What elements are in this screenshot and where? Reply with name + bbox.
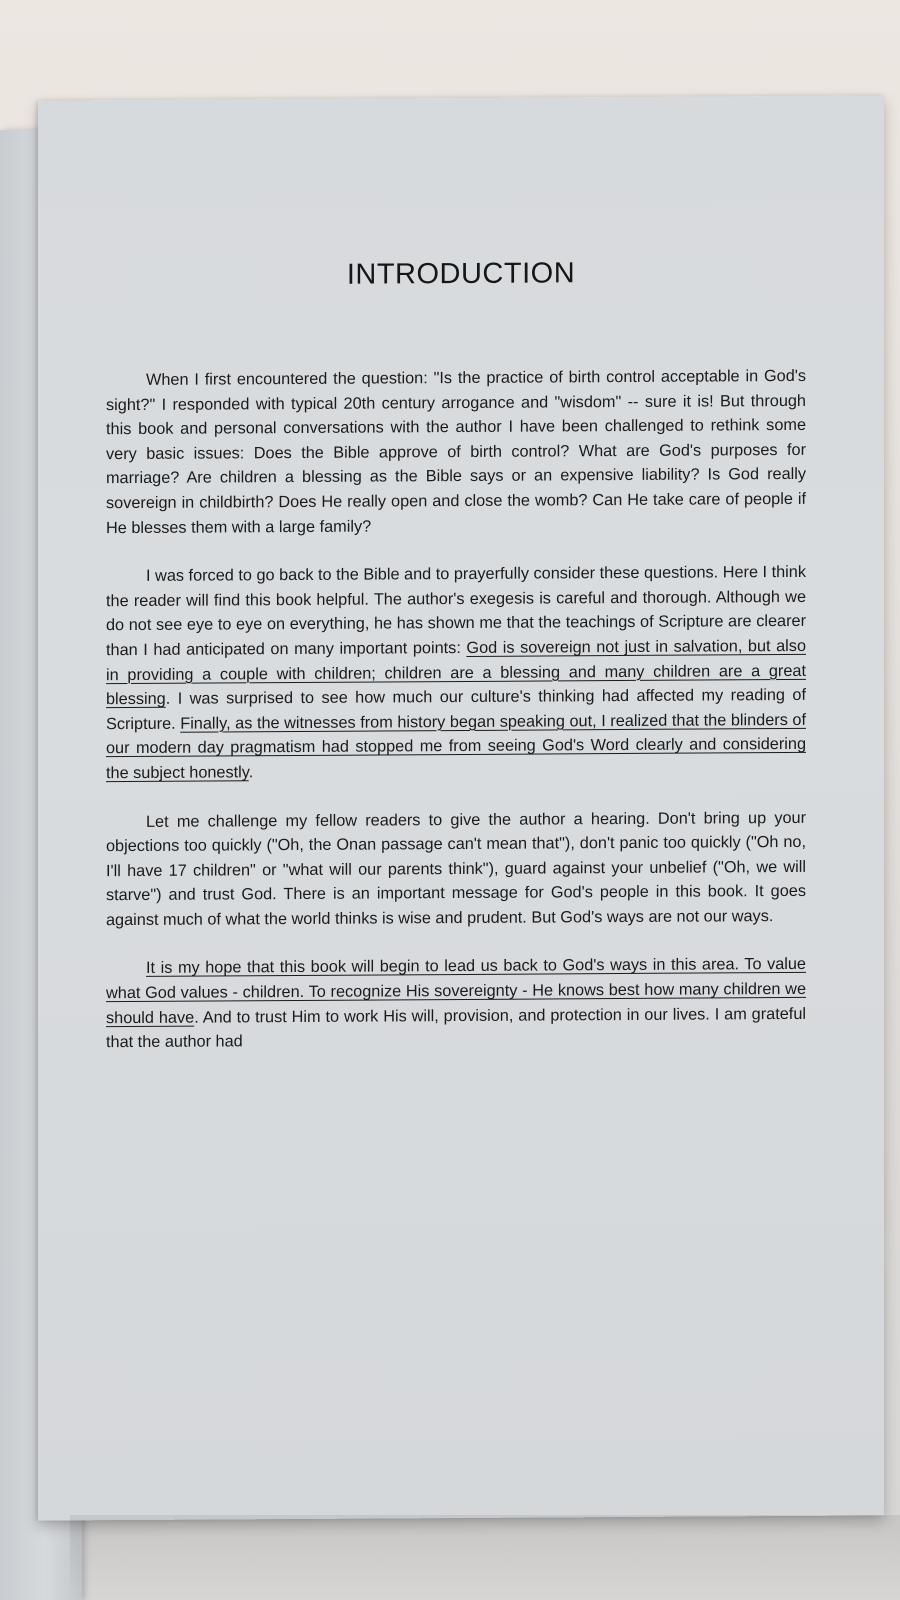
underlined-passage: God is sovereign not just in salvation, but also in providing a couple with children; children are a blessing and many children are a great blessing (106, 636, 806, 709)
paragraph-2 (106, 560, 806, 786)
page-shadow (70, 1515, 900, 1600)
paragraph-2-text: I was forced to go back to the Bible and to prayerfully consider these questions. Here I think the reader will find this book helpful. The author's exegesis is careful and thorough. Although we do not see eye to eye on everything, he has shown me that the teachings of Scripture are clearer than I had anticipated on many important points: (106, 563, 806, 660)
underlined-passage: It is my hope that this book will begin to lead us back to God's ways in this area. To value what God values - children. To recognize His sovereignty - He knows best how many children we should have (106, 955, 806, 1027)
paragraph-4-text: . And to trust Him to work His will, provision, and protection in our lives. I am grateful that the author had (106, 1004, 806, 1052)
paragraph-2-text: . (248, 763, 254, 782)
book-page (38, 95, 884, 1520)
paragraph-3 (106, 805, 806, 932)
page-body-text (106, 364, 806, 1079)
underlined-passage: Finally, as the witnesses from history began speaking out, I realized that the blinders of our modern day pragmatism had stopped me from seeing God's Word clearly and considering the subject honestly (106, 710, 806, 783)
paragraph-2-text: . I was surprised to see how much our culture's thinking had affected my reading of Scripture. (106, 686, 806, 733)
paragraph-1-text: When I first encountered the question: "Is the practice of birth control acceptable in God's sight?" I responded with typical 20th century arrogance and "wisdom" -- sure it is! But through this book and personal conversations with the author I have been challenged to rethink some very basic issues: Does the Bible approve of birth control? What are God's purposes for marriage? Are children a blessing as the Bible says or an expensive liability? Is God really sovereign in childbirth? Does He really open and close the womb? Can He take care of people if He blesses them with a large family? (106, 366, 806, 537)
paragraph-4 (106, 952, 806, 1055)
paragraph-1 (106, 364, 806, 540)
page-title: INTRODUCTION (346, 257, 576, 291)
paragraph-3-text: Let me challenge my fellow readers to give the author a hearing. Don't bring up your objections too quickly ("Oh, the Onan passage can't mean that"), don't panic too quickly ("Oh no, I'll have 17 children" or "what will our parents think"), guard against your unbelief ("Oh, we will starve") and trust God. There is an important message for God's people in this book. It goes against much of what the world thinks is wise and prudent. But God's ways are not our ways. (106, 808, 806, 930)
